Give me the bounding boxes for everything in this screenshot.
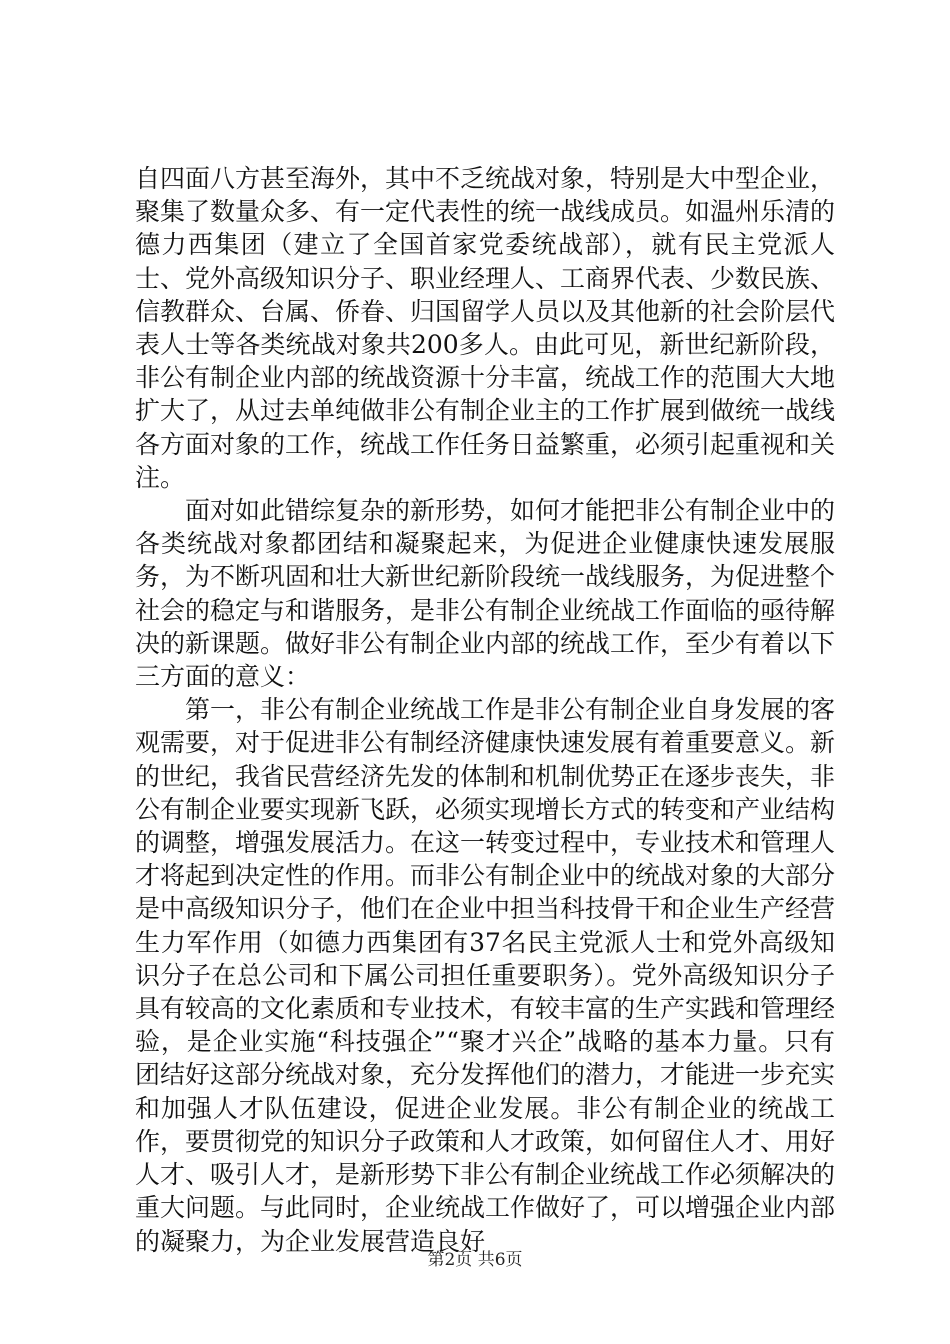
paragraph-1: 自四面八方甚至海外，其中不乏统战对象，特别是大中型企业，聚集了数量众多、有一定代表性的统一战线成员。如温州乐清的德力西集团（建立了全国首家党委统战部），就有民主党派人士、党外高级知识分子、职业经理人、工商界代表、少数民族、信教群众、台属、侨眷、归国留学人员以及其他新的社会阶层代表人士等各类统战对象共200多人。由此可见，新世纪新阶段，非公有制企业内部的统战资源十分丰富，统战工作的范围大大地扩大了，从过去单纯做非公有制企业主的工作扩展到做统一战线各方面对象的工作，统战工作任务日益繁重，必须引起重视和关注。 — [135, 164, 836, 492]
paragraph-3: 第一，非公有制企业统战工作是非公有制企业自身发展的客观需要，对于促进非公有制经济健康快速发展有着重要意义。新的世纪，我省民营经济先发的体制和机制优势正在逐步丧失，非公有制企业要实现新飞跃，必须实现增长方式的转变和产业结构的调整，增强发展活力。在这一转变过程中，专业技术和管理人才将起到决定性的作用。而非公有制企业中的统战对象的大部分是中高级知识分子，他们在企业中担当科技骨干和企业生产经营生力军作用（如德力西集团有37名民主党派人士和党外高级知识分子在总公司和下属公司担任重要职务）。党外高级知识分子具有较高的文化素质和专业技术，有较丰富的生产实践和管理经验，是企业实施“科技强企”“聚才兴企”战略的基本力量。只有团结好这部分统战对象，充分发挥他们的潜力，才能进一步充实和加强人才队伍建设，促进企业发展。非公有制企业的统战工作，要贯彻党的知识分子政策和人才政策，如何留住人才、用好人才、吸引人才，是新形势下非公有制企业统战工作必须解决的重大问题。与此同时，企业统战工作做好了，可以增强企业内部的凝聚力，为企业发展营造良好 — [135, 695, 836, 1256]
paragraph-2: 面对如此错综复杂的新形势，如何才能把非公有制企业中的各类统战对象都团结和凝聚起来，为促进企业健康快速发展服务，为不断巩固和壮大新世纪新阶段统一战线服务，为促进整个社会的稳定与和谐服务，是非公有制企业统战工作面临的亟待解决的新课题。做好非公有制企业内部的统战工作，至少有着以下三方面的意义： — [135, 496, 836, 692]
page-number-footer: 第2页 共6页 — [427, 1250, 523, 1270]
document-body — [135, 162, 835, 1258]
